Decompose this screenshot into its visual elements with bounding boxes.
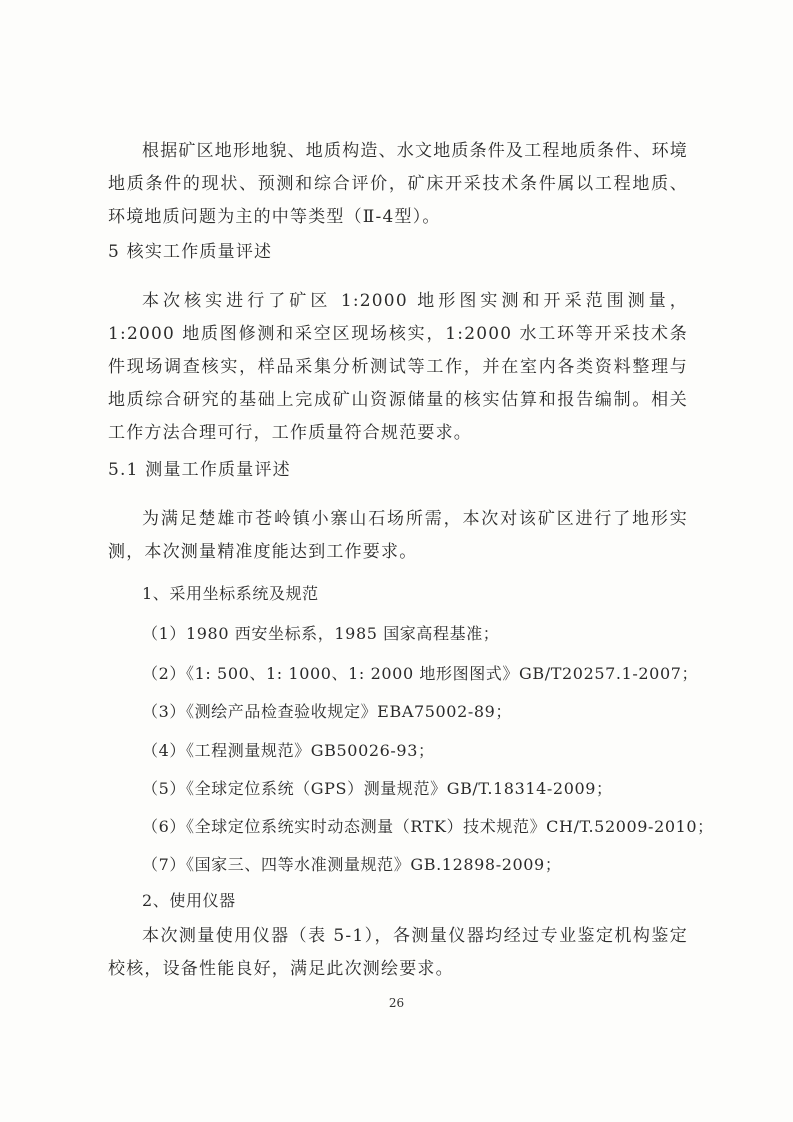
- subsection-coordinate-title: 1、采用坐标系统及规范: [142, 584, 319, 603]
- section-5-heading: 5 核实工作质量评述: [108, 242, 273, 262]
- section-5-paragraph: 本次核实进行了矿区 1:2000 地形图实测和开采范围测量，1:2000 地质图修测和采空区现场核实，1:2000 水工环等开采技术条件现场调查核实，样品采集分析测试等工作，并在室内各类资料整理与地质综合研究的基础上完成矿山资源储量的核实估算和报告编制。相关工作方法合理可行，工作质量符合规范要求。: [108, 291, 688, 443]
- page-number: 26: [388, 996, 405, 1010]
- standard-item: （2）《1: 500、1: 1000、1: 2000 地形图图式》GB/T20257.1-2007；: [142, 664, 699, 683]
- standard-item: （1）1980 西安坐标系，1985 国家高程基准；: [142, 624, 500, 643]
- instrument-paragraph: 本次测量使用仪器（表 5-1），各测量仪器均经过专业鉴定机构鉴定校核，设备性能良好，满足此次测绘要求。: [108, 926, 688, 979]
- standard-item: （3）《测绘产品检查验收规定》EBA75002-89；: [142, 702, 513, 721]
- intro-paragraph: 根据矿区地形地貌、地质构造、水文地质条件及工程地质条件、环境地质条件的现状、预测和综合评价，矿床开采技术条件属以工程地质、环境地质问题为主的中等类型（Ⅱ-4型）。: [108, 141, 688, 227]
- standard-item: （6）《全球定位系统实时动态测量（RTK）技术规范》CH/T.52009-2010；: [142, 817, 714, 836]
- section-5-1-paragraph: 为满足楚雄市苍岭镇小寨山石场所需，本次对该矿区进行了地形实测，本次测量精准度能达到工作要求。: [108, 509, 688, 562]
- section-5-1-heading: 5.1 测量工作质量评述: [108, 460, 291, 480]
- subsection-instrument-title: 2、使用仪器: [142, 891, 236, 910]
- standard-item: （5）《全球定位系统（GPS）测量规范》GB/T.18314-2009；: [142, 779, 613, 798]
- standard-item: （4）《工程测量规范》GB50026-93；: [142, 741, 435, 760]
- standard-item: （7）《国家三、四等水准测量规范》GB.12898-2009；: [142, 855, 562, 874]
